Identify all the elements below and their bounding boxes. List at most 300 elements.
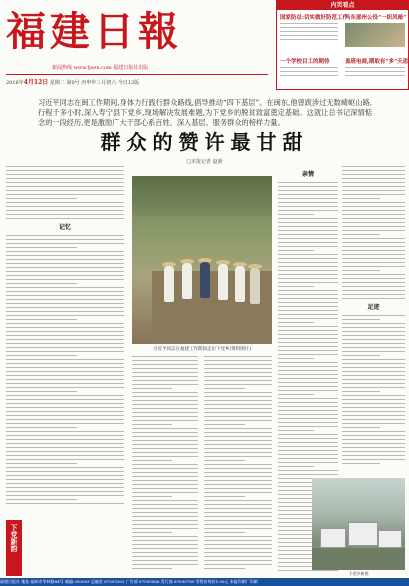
text-line (6, 178, 124, 179)
text-line (132, 428, 198, 429)
text-line (132, 436, 198, 437)
text-line (6, 463, 77, 464)
text-line (132, 448, 198, 449)
text-line (6, 487, 124, 488)
text-line (6, 267, 124, 268)
text-line (6, 323, 124, 324)
text-line (278, 450, 338, 451)
text-line (342, 278, 405, 279)
text-line (278, 470, 338, 471)
text-line (342, 210, 405, 211)
text-line (278, 206, 338, 207)
text-line (342, 435, 405, 436)
text-line (278, 410, 338, 411)
text-line (6, 395, 124, 396)
text-line (278, 278, 338, 279)
text-line (6, 355, 77, 356)
text-line (278, 362, 338, 363)
text-line (132, 400, 198, 401)
text-line (278, 502, 314, 503)
text-line (132, 560, 198, 561)
text-line (6, 186, 124, 187)
text-line (342, 206, 405, 207)
text-line (6, 299, 124, 300)
text-line (6, 315, 124, 316)
text-line (6, 166, 124, 167)
text-line (342, 294, 405, 295)
text-line (132, 360, 198, 361)
text-line (6, 343, 124, 344)
text-line (278, 318, 338, 319)
text-line (132, 544, 198, 545)
text-line (6, 174, 124, 175)
text-line (278, 458, 338, 459)
text-line (342, 459, 405, 460)
article-title: 群众的赞许最甘甜 (100, 130, 309, 154)
text-line (132, 520, 198, 521)
text-line (342, 286, 405, 287)
text-line (6, 283, 77, 284)
text-line (132, 372, 198, 373)
text-line (132, 472, 198, 473)
text-line (342, 166, 405, 167)
text-line (278, 422, 338, 423)
text-line (6, 483, 124, 484)
text-line (342, 343, 405, 344)
text-line (6, 347, 124, 348)
text-line (204, 376, 272, 377)
text-line (132, 568, 172, 569)
text-line (132, 480, 198, 481)
text-line (132, 476, 198, 477)
text-line (278, 314, 338, 315)
text-line (342, 190, 405, 191)
text-line (132, 456, 198, 457)
text-line (204, 452, 272, 453)
text-line (132, 500, 198, 501)
article-byline: □本报记者 赵新 (186, 159, 223, 165)
masthead-subline: 新闻热线 www.fjsen.com 福建日报社出版 (52, 65, 149, 71)
text-line (278, 338, 338, 339)
text-line (278, 274, 338, 275)
text-line (278, 238, 338, 239)
text-line (6, 387, 124, 388)
text-line (204, 488, 272, 489)
text-line (6, 459, 124, 460)
text-line (342, 447, 405, 448)
text-line (6, 411, 124, 412)
text-line (204, 368, 272, 369)
text-line (204, 504, 272, 505)
text-line (204, 416, 272, 417)
text-line (204, 524, 272, 525)
headline-link[interactable]: 一个学校目工的期待 (280, 59, 330, 65)
text-line (278, 342, 338, 343)
text-line (342, 218, 405, 219)
text-line (278, 378, 338, 379)
text-line (6, 439, 124, 440)
text-line (6, 251, 124, 252)
bottom-photo-caption: 下党乡新貌 (348, 571, 369, 576)
text-line (204, 536, 272, 537)
text-line (6, 331, 124, 332)
text-line (132, 460, 172, 461)
text-line (342, 339, 405, 340)
text-line (132, 564, 198, 565)
text-line (204, 492, 272, 493)
text-line (278, 406, 338, 407)
text-line (278, 226, 338, 227)
text-line (278, 246, 338, 247)
text-line (6, 371, 124, 372)
text-line (342, 391, 380, 392)
text-line (204, 552, 272, 553)
text-line (342, 411, 405, 412)
text-line (342, 419, 405, 420)
text-line (132, 508, 198, 509)
text-line (204, 440, 272, 441)
text-line (204, 404, 272, 405)
text-line (6, 427, 77, 428)
text-line (132, 380, 198, 381)
text-line (6, 495, 124, 496)
text-line (278, 454, 338, 455)
section-subhead: 记忆 (58, 224, 71, 231)
text-line (204, 384, 272, 385)
text-line (132, 488, 198, 489)
text-line (132, 464, 198, 465)
text-line (342, 238, 405, 239)
text-line (132, 440, 198, 441)
text-line (278, 374, 338, 375)
text-line (342, 178, 405, 179)
text-line (204, 412, 272, 413)
text-line (6, 415, 124, 416)
text-line (278, 210, 338, 211)
text-line (132, 424, 172, 425)
text-line (204, 408, 272, 409)
text-line (204, 360, 272, 361)
text-line (6, 311, 124, 312)
text-line (278, 398, 338, 399)
text-line (132, 404, 198, 405)
issue-info (6, 74, 268, 86)
text-line (342, 455, 405, 456)
text-line (278, 466, 314, 467)
text-line (132, 408, 198, 409)
text-line (6, 403, 124, 404)
text-line (204, 520, 272, 521)
text-line (342, 335, 405, 336)
text-line (132, 484, 198, 485)
text-line (342, 266, 405, 267)
text-line (278, 354, 338, 355)
text-line (132, 356, 198, 357)
text-line (204, 444, 272, 445)
text-line (132, 536, 198, 537)
text-line (342, 202, 405, 203)
issue-date: 4月12日 (23, 79, 49, 86)
text-line (342, 170, 405, 171)
headline-thumbnail (345, 23, 405, 47)
text-line (132, 524, 198, 525)
text-line (342, 439, 405, 440)
headline-link[interactable]: 盖班电商,期取有“多”天思 (345, 59, 409, 65)
text-line (132, 516, 198, 517)
text-line (6, 451, 124, 452)
text-line (6, 271, 124, 272)
text-line (278, 186, 338, 187)
text-line (342, 399, 405, 400)
text-line (278, 330, 338, 331)
text-line (342, 319, 380, 320)
text-line (6, 379, 124, 380)
text-line (6, 391, 77, 392)
text-line (6, 239, 124, 240)
text-line (204, 496, 245, 497)
text-line (278, 298, 338, 299)
text-line (204, 364, 272, 365)
text-line (342, 246, 405, 247)
text-line (6, 303, 124, 304)
text-line (278, 262, 338, 263)
text-line (342, 431, 405, 432)
text-line (132, 512, 198, 513)
text-line (342, 274, 405, 275)
text-line (6, 383, 124, 384)
text-line (6, 263, 124, 264)
text-line (6, 499, 77, 500)
text-line (132, 392, 198, 393)
text-line (204, 464, 272, 465)
text-line (204, 448, 272, 449)
text-line (342, 395, 405, 396)
text-column-3 (204, 356, 272, 572)
text-line (342, 230, 405, 231)
text-line (342, 371, 405, 372)
text-line (342, 194, 405, 195)
text-line (6, 419, 124, 420)
text-line (278, 294, 338, 295)
text-line (132, 468, 198, 469)
text-line (278, 302, 338, 303)
text-line (6, 339, 124, 340)
text-line (278, 358, 314, 359)
text-line (342, 379, 405, 380)
text-line (342, 367, 405, 368)
text-line (342, 262, 405, 263)
text-line (278, 370, 338, 371)
lead-paragraph: 习近平同志在闽工作期间,身体力行践行群众路线,倡导推动“四下基层”。在闽东,他曾跋涉过无数崎岖山路,行程千多小时,深入寿宁县下党乡,现场解决发展难题,为下党乡的脱贫致富奠定基础。这就让总书记深情惦念的一段经历,更是激励广大干部心系百姓、深入基层、服务群众的榜样力量。 (38, 98, 372, 127)
text-line (278, 474, 338, 475)
text-line (132, 556, 198, 557)
section-subhead: 足迹 (367, 304, 380, 311)
text-line (342, 351, 405, 352)
text-line (342, 214, 405, 215)
text-line (6, 327, 124, 328)
text-line (278, 258, 338, 259)
text-line (342, 383, 405, 384)
text-line (278, 426, 338, 427)
text-line (204, 532, 245, 533)
text-line (204, 356, 272, 357)
text-column-2 (132, 356, 198, 572)
text-line (6, 435, 124, 436)
text-line (278, 214, 314, 215)
text-line (204, 560, 272, 561)
text-line (6, 359, 124, 360)
text-line (204, 556, 272, 557)
text-line (6, 479, 124, 480)
text-line (132, 444, 198, 445)
text-line (204, 544, 272, 545)
text-line (278, 218, 338, 219)
text-line (342, 290, 405, 291)
text-line (204, 564, 272, 565)
text-line (342, 270, 380, 271)
text-line (204, 540, 272, 541)
text-line (278, 222, 338, 223)
text-line (6, 319, 77, 320)
text-line (6, 407, 124, 408)
photo-caption: 习近平同志在福建工作期间走访下党乡(资料图片) (152, 347, 251, 352)
text-line (6, 170, 124, 171)
text-line (278, 190, 338, 191)
text-line (342, 250, 405, 251)
masthead (4, 2, 272, 88)
text-line (342, 423, 405, 424)
text-line (342, 375, 405, 376)
text-line (342, 387, 405, 388)
text-line (6, 243, 124, 244)
text-line (204, 528, 272, 529)
text-line (278, 442, 338, 443)
text-line (132, 548, 198, 549)
text-line (342, 363, 405, 364)
text-line (132, 540, 198, 541)
text-line (278, 438, 338, 439)
text-line (132, 552, 198, 553)
text-line (6, 351, 124, 352)
text-line (6, 247, 77, 248)
text-line (278, 462, 338, 463)
text-line (278, 290, 338, 291)
text-line (342, 234, 380, 235)
text-line (132, 420, 198, 421)
text-line (6, 363, 124, 364)
text-column-1 (6, 166, 124, 507)
text-line (342, 415, 405, 416)
text-line (6, 190, 124, 191)
text-line (278, 418, 338, 419)
text-line (204, 400, 272, 401)
text-line (6, 447, 124, 448)
text-line (132, 368, 198, 369)
text-line (6, 255, 124, 256)
headline-link[interactable]: 国家防总:切实做好防范工作 (280, 15, 349, 21)
section-tag-label: 下党新韵 (10, 524, 19, 552)
text-line (278, 242, 338, 243)
text-line (6, 503, 124, 504)
text-line (342, 242, 405, 243)
text-line (132, 452, 198, 453)
text-line (278, 414, 338, 415)
text-line (204, 500, 272, 501)
text-line (6, 307, 124, 308)
text-line (6, 206, 124, 207)
text-line (132, 396, 198, 397)
text-line (342, 198, 380, 199)
text-line (342, 407, 405, 408)
text-line (132, 364, 198, 365)
text-line (204, 508, 272, 509)
text-line (204, 476, 272, 477)
text-line (204, 460, 245, 461)
text-line (132, 388, 172, 389)
text-line (342, 174, 405, 175)
text-line (278, 402, 338, 403)
text-line (204, 548, 272, 549)
text-line (278, 198, 338, 199)
text-line (132, 528, 198, 529)
text-line (6, 198, 77, 199)
text-line (132, 496, 172, 497)
text-line (278, 334, 338, 335)
text-line (132, 492, 198, 493)
section-subhead: 亲情 (301, 171, 314, 178)
text-line (204, 512, 272, 513)
text-line (278, 538, 314, 539)
text-line (6, 491, 124, 492)
text-line (204, 468, 272, 469)
text-line (132, 504, 198, 505)
text-line (342, 327, 405, 328)
text-line (6, 367, 124, 368)
text-line (204, 436, 272, 437)
text-line (6, 375, 124, 376)
text-line (342, 258, 405, 259)
text-line (342, 443, 405, 444)
text-line (278, 254, 338, 255)
text-line (6, 467, 124, 468)
text-line (204, 380, 272, 381)
text-line (278, 390, 338, 391)
inside-headlines-box (276, 0, 409, 90)
text-line (278, 230, 338, 231)
text-line (132, 416, 198, 417)
text-line (278, 306, 338, 307)
text-line (278, 194, 338, 195)
text-line (278, 234, 338, 235)
text-line (278, 430, 314, 431)
text-line (342, 403, 405, 404)
text-line (6, 423, 124, 424)
issue-details: 星期二 第0号 丙申年三月初六 今日12版 (49, 80, 140, 86)
text-line (204, 392, 272, 393)
text-line (342, 347, 405, 348)
text-line (6, 399, 124, 400)
text-line (204, 472, 272, 473)
headline-link[interactable]: 马东部州公役“一织风暗” (345, 15, 407, 21)
text-line (6, 235, 124, 236)
text-line (204, 484, 272, 485)
text-line (6, 455, 124, 456)
text-line (132, 432, 198, 433)
text-line (204, 432, 272, 433)
text-line (6, 202, 124, 203)
text-line (132, 376, 198, 377)
text-line (204, 396, 272, 397)
